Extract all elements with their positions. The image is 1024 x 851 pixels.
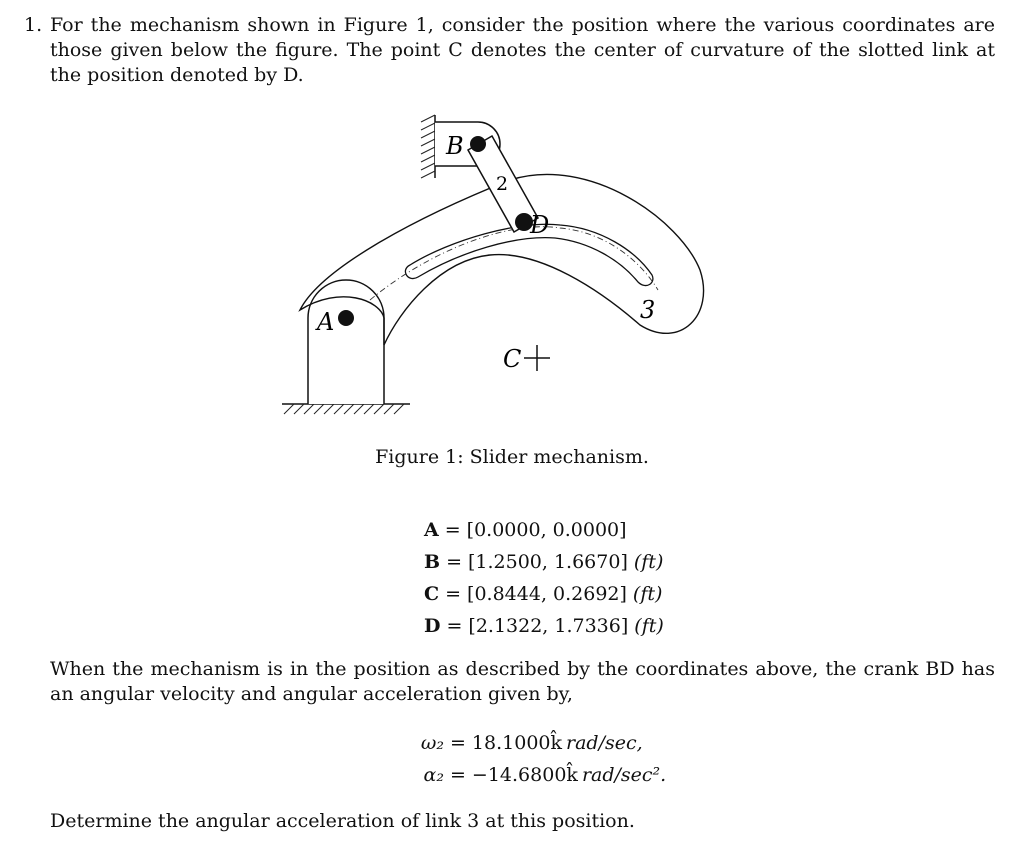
ground-b: [421, 115, 435, 178]
problem-number: 1.: [24, 14, 43, 36]
equations: [414, 727, 666, 791]
label-b: B: [446, 132, 464, 160]
pin-a: [338, 310, 354, 326]
omega-equation: ω₂ = 18.1000k̂ rad/sec,: [420, 732, 643, 754]
coordinate-list: [424, 514, 664, 642]
pin-b: [470, 136, 486, 152]
pedestal-a: [308, 280, 384, 404]
coord-d: D = [2.1322, 1.7336] (ft): [424, 615, 664, 637]
label-d: D: [530, 211, 550, 239]
label-a: A: [317, 308, 335, 336]
coord-b: B = [1.2500, 1.6670] (ft): [424, 551, 664, 573]
label-link-2: 2: [496, 173, 509, 195]
label-link-3: 3: [640, 296, 656, 324]
ground-a: [282, 404, 410, 414]
label-c: C: [503, 345, 522, 373]
figure-caption: Figure 1: Slider mechanism.: [375, 446, 649, 468]
mechanism-figure: [260, 100, 740, 430]
center-cross: [524, 345, 550, 371]
alpha-equation: α₂ = −14.6800k̂ rad/sec².: [423, 764, 667, 786]
coord-a: A = [0.0000, 0.0000]: [424, 519, 627, 541]
coord-c: C = [0.8444, 0.2692] (ft): [424, 583, 663, 605]
intro-paragraph: For the mechanism shown in Figure 1, consider the position where the various coordinates are those given below the figure. The point C denotes the center of curvature of the slotted link at the position denoted by D.: [50, 14, 995, 86]
velocity-paragraph: When the mechanism is in the position as described by the coordinates above, the crank BD has an angular velocity and angular acceleration given by,: [50, 658, 995, 705]
question-paragraph: Determine the angular acceleration of link 3 at this position.: [50, 810, 635, 832]
